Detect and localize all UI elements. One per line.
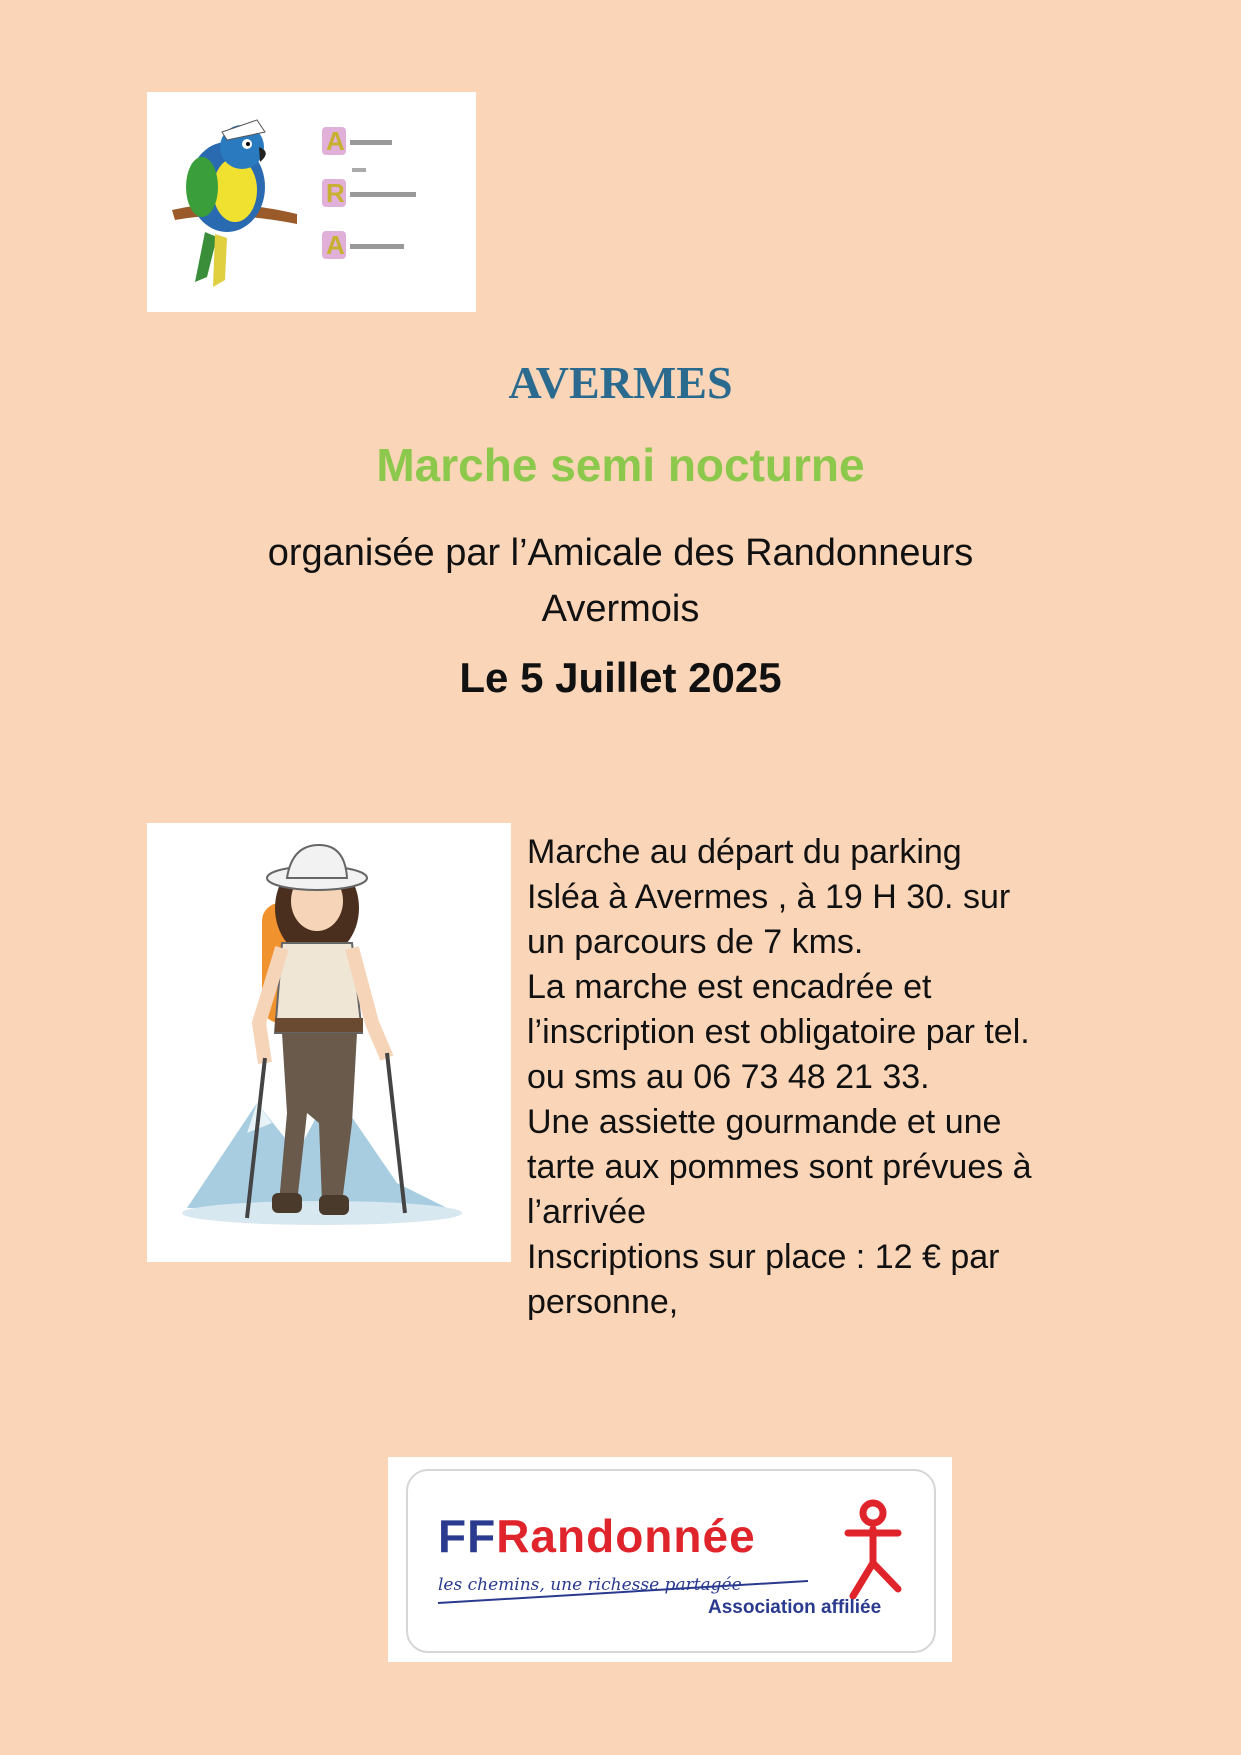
ffrandonnee-name xyxy=(438,1509,756,1563)
club-logo xyxy=(147,92,476,312)
description-line: un parcours de 7 kms. xyxy=(527,923,864,961)
ffrandonnee-tagline: les chemins, une richesse partagée xyxy=(438,1575,742,1595)
logo-letter-3: A xyxy=(326,230,345,260)
description-line: Inscriptions sur place : 12 € par xyxy=(527,1238,1000,1276)
ffrandonnee-logo xyxy=(388,1457,952,1662)
event-description xyxy=(527,830,1127,1325)
hiker-illustration xyxy=(147,823,511,1262)
description-line: La marche est encadrée et xyxy=(527,968,932,1006)
hiker-icon xyxy=(147,823,511,1262)
logo-letter-2: R xyxy=(326,178,345,208)
ffrandonnee-badge xyxy=(406,1469,936,1653)
organizer-line-2: Avermois xyxy=(541,588,700,630)
description-line: Marche au départ du parking xyxy=(527,833,962,871)
description-line: personne, xyxy=(527,1283,679,1321)
event-subtitle: Marche semi nocturne xyxy=(376,439,865,491)
organizer-line-1: organisée par l’Amicale des Randonneurs xyxy=(267,532,974,574)
ffr-name-ff: FF xyxy=(438,1510,497,1562)
parrot-icon xyxy=(147,92,476,312)
ffrandonnee-affiliation: Association affiliée xyxy=(708,1597,882,1618)
page-title: AVERMES xyxy=(508,357,733,408)
ffr-name-randonnee: Randonnée xyxy=(496,1510,756,1562)
description-line: ou sms au 06 73 48 21 33. xyxy=(527,1058,930,1096)
description-line: Isléa à Avermes , à 19 H 30. sur xyxy=(527,878,1011,916)
description-line: tarte aux pommes sont prévues à xyxy=(527,1148,1032,1186)
walker-icon xyxy=(848,1503,898,1596)
description-line: Une assiette gourmande et une xyxy=(527,1103,1002,1141)
description-line: l’inscription est obligatoire par tel. xyxy=(527,1013,1030,1051)
description-line: l’arrivée xyxy=(527,1193,647,1231)
logo-letter-1: A xyxy=(326,126,345,156)
event-date: Le 5 Juillet 2025 xyxy=(459,654,782,701)
